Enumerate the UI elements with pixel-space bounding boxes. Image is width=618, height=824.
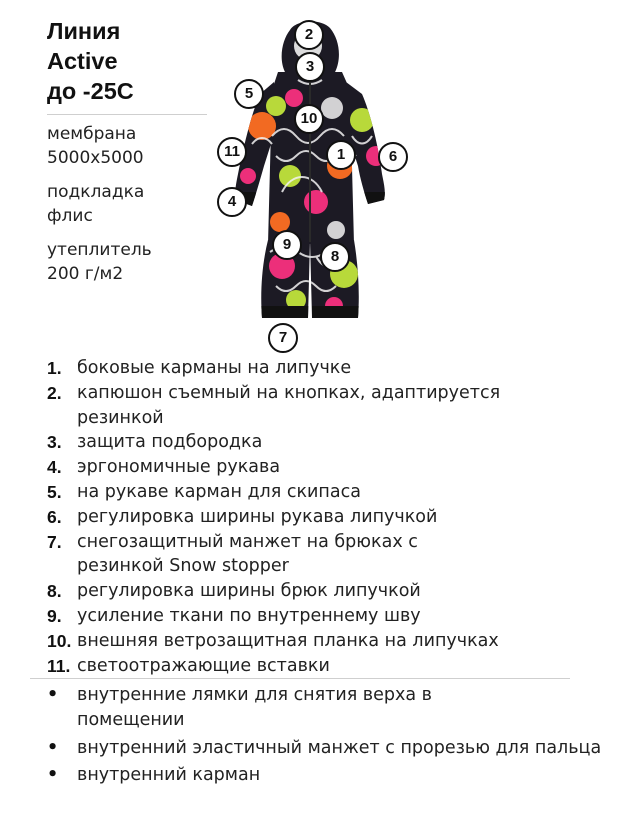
list-item: [47, 356, 607, 381]
feature-number: 11.: [47, 655, 71, 676]
callout-9: 9: [272, 230, 302, 260]
callout-3: 3: [295, 52, 325, 82]
spec-insulation: [47, 238, 217, 286]
list-item: [47, 505, 607, 530]
spec-label: мембрана: [47, 124, 137, 144]
callout-4: 4: [217, 187, 247, 217]
list-item: [47, 604, 607, 629]
list-item: [47, 430, 607, 455]
callout-11: 11: [217, 137, 247, 167]
feature-number: 7.: [47, 531, 62, 552]
list-item: [47, 455, 607, 480]
callout-2: 2: [294, 20, 324, 50]
feature-text: защита подбородка: [77, 432, 263, 453]
spec-lining: [47, 180, 217, 228]
feature-text: внешняя ветрозащитная планка на липучках: [77, 630, 499, 651]
list-item: [47, 381, 607, 431]
title-line: до -25С: [47, 78, 134, 104]
bullet-icon: •: [47, 765, 59, 786]
feature-number: 6.: [47, 506, 62, 527]
feature-text: снегозащитный манжет на брюках с резинкой Snow stopper: [77, 531, 418, 577]
feature-text: регулировка ширины рукава липучкой: [77, 506, 438, 527]
feature-number: 4.: [47, 457, 62, 478]
feature-number: 3.: [47, 432, 62, 453]
list-item: [47, 530, 607, 580]
spec-label: утеплитель: [47, 240, 152, 260]
extra-feature-text: внутренний эластичный манжет с прорезью для пальца: [77, 737, 602, 758]
spec-value: 5000х5000: [47, 148, 144, 168]
feature-text: усиление ткани по внутреннему шву: [77, 605, 421, 626]
feature-list: [47, 356, 607, 678]
callout-5: 5: [234, 79, 264, 109]
list-item: [47, 629, 607, 654]
feature-number: 8.: [47, 581, 62, 602]
feature-text: на рукаве карман для скипаса: [77, 481, 361, 502]
list-item: [47, 683, 607, 733]
title-divider: [47, 114, 207, 115]
callout-7: 7: [268, 323, 298, 353]
feature-number: 9.: [47, 605, 62, 626]
list-divider: [30, 678, 570, 679]
callout-1: 1: [326, 140, 356, 170]
feature-text: капюшон съемный на кнопках, адаптируется резинкой: [77, 382, 501, 428]
callout-10: 10: [294, 104, 324, 134]
extra-feature-text: внутренние лямки для снятия верха в помещении: [77, 685, 432, 730]
title-line: Active: [47, 48, 118, 74]
list-item: [47, 480, 607, 505]
title-line: Линия: [47, 18, 121, 44]
feature-number: 2.: [47, 382, 62, 403]
feature-number: 5.: [47, 481, 62, 502]
feature-text: эргономичные рукава: [77, 457, 281, 478]
spec-membrane: [47, 122, 217, 170]
feature-text: боковые карманы на липучке: [77, 358, 352, 378]
bullet-icon: •: [47, 737, 59, 758]
feature-text: регулировка ширины брюк липучкой: [77, 581, 421, 602]
bullet-icon: •: [47, 685, 59, 705]
material-specs: [47, 122, 217, 296]
list-item: [47, 654, 607, 679]
list-item: [47, 579, 607, 604]
feature-number: 1.: [47, 358, 62, 378]
callout-6: 6: [378, 142, 408, 172]
spec-value: флис: [47, 206, 93, 226]
snowsuit-illustration: [212, 16, 408, 352]
feature-number: 10.: [47, 630, 72, 651]
callout-8: 8: [320, 242, 350, 272]
extra-features-list: [47, 683, 607, 791]
feature-text: светоотражающие вставки: [77, 655, 330, 676]
extra-feature-text: внутренний карман: [77, 765, 261, 786]
list-item: [47, 763, 607, 788]
list-item: [47, 736, 607, 761]
spec-value: 200 г/м2: [47, 264, 124, 284]
product-line-title: [47, 16, 227, 106]
spec-label: подкладка: [47, 182, 145, 202]
